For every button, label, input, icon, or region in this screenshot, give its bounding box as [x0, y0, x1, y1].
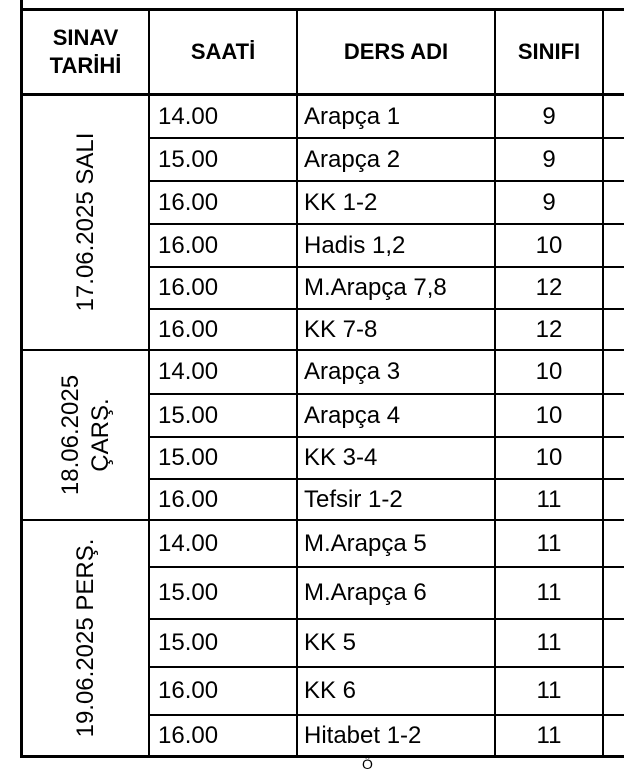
course-name-cell: KK 7-8 — [304, 315, 378, 343]
column-divider — [602, 8, 604, 758]
grade-cell: 10 — [535, 358, 563, 385]
date-group-cell — [56, 375, 116, 495]
header-grade: SINIFI — [517, 39, 581, 64]
time-cell: 14.00 — [158, 102, 219, 130]
grade-cell: 11 — [536, 629, 562, 656]
date-group-line1: 18.06.2025 — [57, 374, 84, 496]
time-cell: 16.00 — [158, 188, 219, 216]
course-name-cell: M.Arapça 6 — [304, 579, 427, 606]
time-cell: 14.00 — [158, 529, 219, 557]
course-name-cell: Hitabet 1-2 — [304, 721, 422, 749]
course-name-cell: Hadis 1,2 — [304, 231, 406, 259]
time-cell: 16.00 — [158, 677, 219, 704]
course-name-cell: KK 6 — [304, 677, 357, 704]
time-cell: 15.00 — [158, 145, 219, 173]
course-name-cell: Arapça 3 — [304, 358, 401, 385]
time-cell: 16.00 — [158, 315, 219, 343]
footer-mark: Ö — [362, 756, 373, 772]
header-exam-date-line2: TARİHİ — [49, 53, 122, 78]
grade-cell: 11 — [536, 721, 562, 749]
header-exam-date-line1: SINAV — [52, 25, 119, 50]
grade-cell: 11 — [536, 485, 562, 513]
course-name-cell: KK 5 — [304, 629, 357, 656]
time-cell: 16.00 — [158, 274, 219, 301]
course-name-cell: Arapça 2 — [304, 145, 401, 173]
header-time: SAATİ — [190, 39, 256, 64]
date-group-cell: 19.06.2025 PERŞ. — [72, 538, 99, 738]
course-name-cell: Arapça 4 — [304, 401, 401, 429]
table-border-left — [20, 0, 23, 758]
time-cell: 16.00 — [158, 485, 219, 513]
grade-cell: 12 — [535, 315, 563, 343]
date-group-cell: 17.06.2025 SALI — [72, 132, 99, 312]
course-name-cell: Tefsir 1-2 — [304, 485, 403, 513]
table-bottom-border — [20, 755, 624, 758]
header-course-name: DERS ADI — [343, 39, 449, 64]
grade-cell: 11 — [536, 677, 562, 704]
time-cell: 15.00 — [158, 579, 219, 606]
grade-cell: 9 — [542, 102, 556, 130]
course-name-cell: Arapça 1 — [304, 102, 401, 130]
grade-cell: 10 — [535, 231, 563, 259]
time-cell: 15.00 — [158, 629, 219, 656]
time-cell: 14.00 — [158, 358, 219, 385]
header-exam-date — [23, 11, 148, 93]
course-name-cell: KK 3-4 — [304, 444, 378, 471]
grade-cell: 11 — [536, 529, 562, 557]
grade-cell: 11 — [536, 579, 562, 606]
grade-cell: 12 — [535, 274, 563, 301]
time-cell: 16.00 — [158, 721, 219, 749]
grade-cell: 9 — [542, 188, 556, 216]
date-group-line2: ÇARŞ. — [87, 398, 114, 472]
course-name-cell: KK 1-2 — [304, 188, 378, 216]
grade-cell: 10 — [535, 444, 563, 471]
time-cell: 15.00 — [158, 401, 219, 429]
grade-cell: 9 — [542, 145, 556, 173]
time-cell: 16.00 — [158, 231, 219, 259]
grade-cell: 10 — [535, 401, 563, 429]
time-cell: 15.00 — [158, 444, 219, 471]
course-name-cell: M.Arapça 7,8 — [304, 274, 447, 301]
course-name-cell: M.Arapça 5 — [304, 529, 427, 557]
